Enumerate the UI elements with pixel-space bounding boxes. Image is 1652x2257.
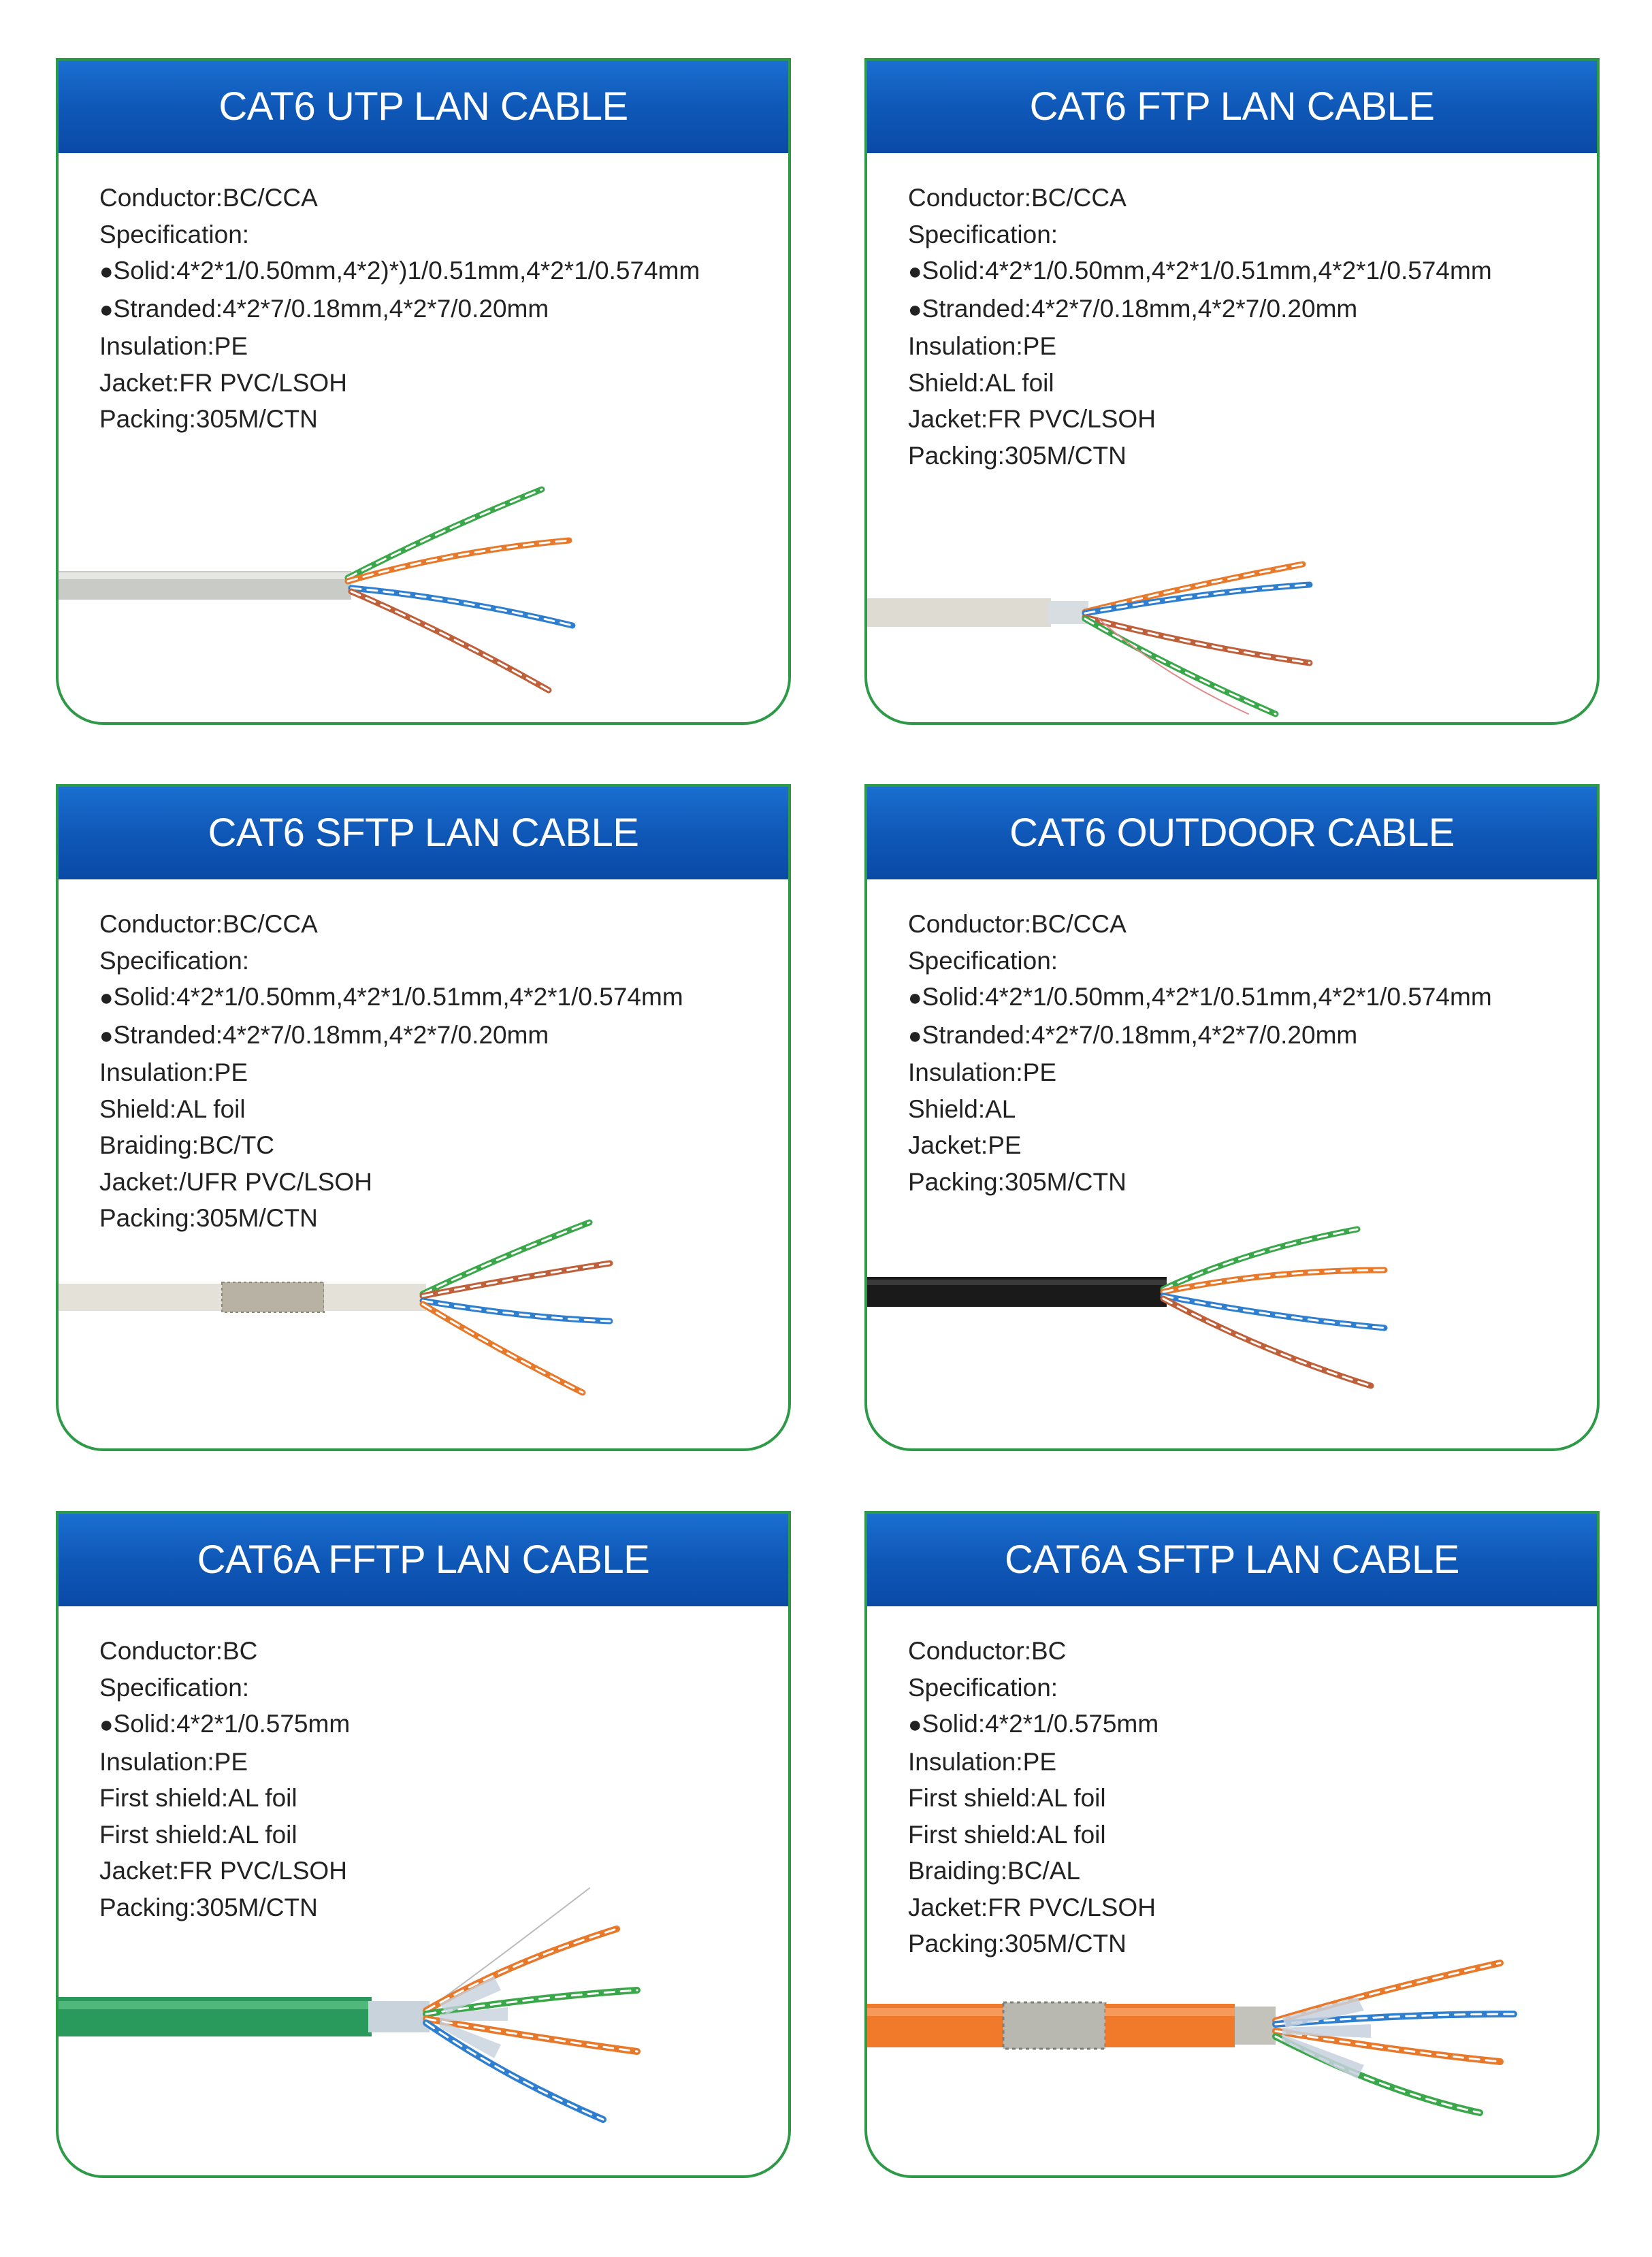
spec-list [908, 1633, 1576, 1962]
bullet-icon: ● [908, 985, 922, 1011]
spec-row: Packing:305M/CTN [908, 1167, 1127, 1196]
spec-row: Conductor:BC [99, 1637, 258, 1665]
spec-row: Specification: [908, 220, 1058, 248]
spec-row: Packing:305M/CTN [99, 1893, 318, 1921]
spec-row: Jacket:PE [908, 1131, 1022, 1159]
spec-row: Braiding:BC/AL [908, 1857, 1080, 1885]
cable-image [59, 455, 791, 714]
spec-list [99, 906, 768, 1237]
spec-row: Conductor:BC/CCA [99, 910, 318, 938]
spec-row: ●Stranded:4*2*7/0.18mm,4*2*7/0.20mm [99, 1020, 549, 1049]
spec-row: Conductor:BC/CCA [908, 184, 1127, 212]
product-card-cat6-outdoor [864, 784, 1600, 1451]
spec-row: Packing:305M/CTN [99, 1204, 318, 1232]
spec-row: Insulation:PE [908, 1058, 1057, 1086]
product-card-cat6a-fftp [56, 1511, 791, 2178]
cable-image [59, 1874, 791, 2174]
bullet-icon: ● [99, 296, 114, 323]
spec-row: Insulation:PE [99, 1058, 248, 1086]
bullet-icon: ● [99, 985, 114, 1011]
cable-image [867, 510, 1600, 725]
spec-row: Shield:AL [908, 1094, 1016, 1123]
spec-list [908, 180, 1576, 474]
spec-row: Specification: [99, 946, 250, 975]
spec-row: Packing:305M/CTN [908, 1930, 1127, 1958]
bullet-icon: ● [908, 259, 922, 285]
spec-row: Specification: [99, 220, 250, 248]
spec-row: Specification: [908, 946, 1058, 975]
spec-row: Conductor:BC/CCA [908, 910, 1127, 938]
spec-row: Conductor:BC [908, 1637, 1067, 1665]
card-title: CAT6 OUTDOOR CABLE [867, 787, 1597, 879]
bullet-icon: ● [908, 1712, 922, 1738]
bullet-icon: ● [908, 1022, 922, 1049]
spec-row: Jacket:/UFR PVC/LSOH [99, 1167, 372, 1196]
spec-row: ●Solid:4*2*1/0.50mm,4*2*1/0.51mm,4*2*1/0.574mm [99, 983, 683, 1011]
card-title: CAT6 UTP LAN CABLE [59, 61, 788, 153]
product-card-cat6-utp [56, 58, 791, 725]
spec-list [99, 180, 768, 438]
spec-row: First shield:AL foil [908, 1784, 1106, 1812]
spec-row: Packing:305M/CTN [99, 405, 318, 433]
card-title: CAT6 FTP LAN CABLE [867, 61, 1597, 153]
card-title: CAT6A FFTP LAN CABLE [59, 1514, 788, 1606]
spec-row: ●Solid:4*2*1/0.575mm [99, 1710, 351, 1738]
bullet-icon: ● [99, 1712, 114, 1738]
spec-row: First shield:AL foil [908, 1820, 1106, 1849]
spec-row: Insulation:PE [99, 1747, 248, 1776]
spec-row: ●Stranded:4*2*7/0.18mm,4*2*7/0.20mm [99, 294, 549, 323]
spec-row: First shield:AL foil [99, 1820, 297, 1849]
spec-row: ●Solid:4*2*1/0.575mm [908, 1710, 1159, 1738]
product-card-cat6a-sftp [864, 1511, 1600, 2178]
spec-row: Specification: [908, 1673, 1058, 1702]
spec-row: Braiding:BC/TC [99, 1131, 275, 1159]
spec-row: ●Solid:4*2*1/0.50mm,4*2)*)1/0.51mm,4*2*1/0.574mm [99, 257, 700, 285]
spec-row: Jacket:FR PVC/LSOH [908, 405, 1156, 433]
spec-row: First shield:AL foil [99, 1784, 297, 1812]
bullet-icon: ● [99, 259, 114, 285]
spec-row: ●Stranded:4*2*7/0.18mm,4*2*7/0.20mm [908, 1020, 1358, 1049]
spec-row: ●Stranded:4*2*7/0.18mm,4*2*7/0.20mm [908, 294, 1358, 323]
spec-row: Conductor:BC/CCA [99, 184, 318, 212]
spec-row: Specification: [99, 1673, 250, 1702]
spec-row: ●Solid:4*2*1/0.50mm,4*2*1/0.51mm,4*2*1/0.574mm [908, 983, 1492, 1011]
spec-row: Insulation:PE [99, 332, 248, 360]
spec-row: Jacket:FR PVC/LSOH [99, 368, 347, 397]
card-title: CAT6A SFTP LAN CABLE [867, 1514, 1597, 1606]
cable-image [59, 1195, 791, 1447]
spec-row: Shield:AL foil [908, 368, 1054, 397]
cable-image [867, 1182, 1600, 1440]
cable-image [867, 1936, 1600, 2174]
spec-row: ●Solid:4*2*1/0.50mm,4*2*1/0.51mm,4*2*1/0.574mm [908, 257, 1492, 285]
spec-row: Insulation:PE [908, 332, 1057, 360]
spec-list [908, 906, 1576, 1200]
spec-row: Insulation:PE [908, 1747, 1057, 1776]
spec-row: Packing:305M/CTN [908, 441, 1127, 470]
spec-row: Shield:AL foil [99, 1094, 246, 1123]
spec-row: Jacket:FR PVC/LSOH [908, 1893, 1156, 1921]
product-card-cat6-ftp [864, 58, 1600, 725]
bullet-icon: ● [99, 1022, 114, 1049]
bullet-icon: ● [908, 296, 922, 323]
spec-row: Jacket:FR PVC/LSOH [99, 1857, 347, 1885]
product-card-cat6-sftp [56, 784, 791, 1451]
card-title: CAT6 SFTP LAN CABLE [59, 787, 788, 879]
